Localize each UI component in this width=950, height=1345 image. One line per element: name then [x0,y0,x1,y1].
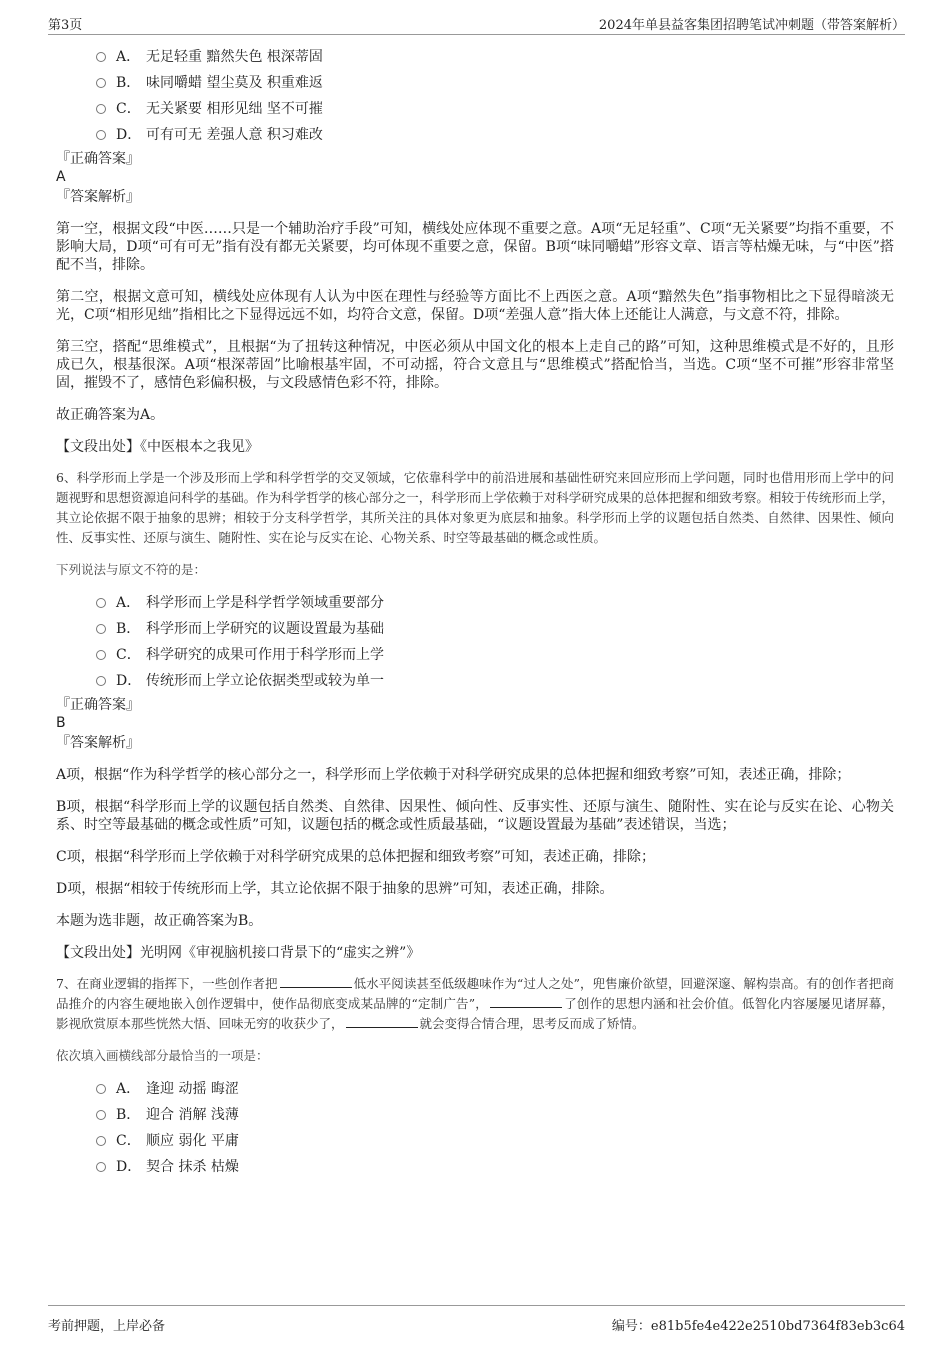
document-body [56,44,894,1180]
q5-option-d[interactable]: D． 可有可无 差强人意 积习难改 [96,122,894,148]
fill-blank-2 [490,995,562,1008]
q7-passage: 7、在商业逻辑的指挥下，一些创作者把 低水平阅读甚至低级趣味作为“过人之处”，兜售廉价欲望，回避深邃、解构崇高。有的创作者把商品推介的内容生硬地嵌入创作逻辑中，使作品彻底变成某品牌的“定制广告”， 了创作的思想内涵和社会价值。低智化内容屡屡见诸屏幕，影视欣赏原本那些恍然大悟、回味无穷的收获少了， 就会变得合情合理，思考反而成了矫情。 [56,976,894,1031]
radio-icon[interactable] [96,104,106,114]
q5-option-c[interactable]: C． 无关紧要 相形见绌 坚不可摧 [96,96,894,122]
q6-conclusion: 本题为选非题，故正确答案为B。 [56,913,263,929]
q6-passage: 6、科学形而上学是一个涉及形而上学和科学哲学的交叉领域，它依靠科学中的前沿进展和基础性研究来回应形而上学问题，同时也借用形而上学中的问题视野和思想资源追问科学的基础。作为科学哲学的核心部分之一，科学形而上学依赖于对科学研究成果的总体把握和细致考察。相较于传统形而上学，其立论依据不限于抽象的思辨；相较于分支科学哲学，其所关注的具体对象更为底层和抽象。科学形而上学的议题包括自然类、自然律、因果性、倾向性、反事实性、还原与演生、随附性、实在论与反实在论、心物关系、时空等最基础的概念或性质。 [56,470,894,545]
page-footer [48,1305,905,1336]
q6-answer: B [56,715,66,731]
q6-analysis-c: C项，根据“科学形而上学依赖于对科学研究成果的总体把握和细致考察”可知，表述正确，排除； [56,849,656,865]
q6-correct-answer-label: 『正确答案』 [56,697,140,713]
radio-icon[interactable] [96,1136,106,1146]
radio-icon[interactable] [96,1110,106,1120]
q6-option-a[interactable]: A． 科学形而上学是科学哲学领域重要部分 [96,590,894,616]
q6-prompt: 下列说法与原文不符的是： [56,562,207,577]
q7-option-a[interactable]: A． 逢迎 动摇 晦涩 [96,1076,894,1102]
q5-analysis-2: 第二空，根据文意可知，横线处应体现有人认为中医在理性与经验等方面比不上西医之意。A项“黯然失色”指事物相比之下显得暗淡无光，C项“相形见绌”指相比之下显得远远不如，均符合文意，保留。D项“差强人意”指大体上还能让人满意，与文意不符，排除。 [56,289,894,323]
q7-option-c[interactable]: C． 顺应 弱化 平庸 [96,1128,894,1154]
q5-analysis-3: 第三空，搭配“思维模式”，且根据“为了扭转这种情况，中医必须从中国文化的根本上走自己的路”可知，这种思维模式是不好的，且形成已久，根基很深。A项“根深蒂固”比喻根基牢固，不可动摇，符合文意且与“思维模式”搭配恰当，当选。C项“坚不可摧”形容非常坚固，摧毁不了，感情色彩偏积极，与文段感情色彩不符，排除。 [56,339,894,391]
document-code: 编号：e81b5fe4e422e2510bd7364f83eb3c64 [611,1319,905,1334]
fill-blank-3 [346,1015,418,1028]
q7-option-b[interactable]: B． 迎合 消解 浅薄 [96,1102,894,1128]
q5-analysis-label: 『答案解析』 [56,189,140,205]
q5-option-b[interactable]: B． 味同嚼蜡 望尘莫及 积重难返 [96,70,894,96]
q7-option-d[interactable]: D． 契合 抹杀 枯燥 [96,1154,894,1180]
q5-answer: A [56,169,66,185]
radio-icon[interactable] [96,650,106,660]
radio-icon[interactable] [96,52,106,62]
q7-prompt: 依次填入画横线部分最恰当的一项是： [56,1048,269,1063]
radio-icon[interactable] [96,1162,106,1172]
q6-options [96,590,894,694]
q6-analysis-d: D项，根据“相较于传统形而上学，其立论依据不限于抽象的思辨”可知，表述正确，排除。 [56,881,614,897]
fill-blank-1 [280,975,352,988]
q5-correct-answer-label: 『正确答案』 [56,151,140,167]
q6-analysis-a: A项，根据“作为科学哲学的核心部分之一，科学形而上学依赖于对科学研究成果的总体把握和细致考察”可知，表述正确，排除； [56,767,851,783]
q7-options [96,1076,894,1180]
q5-options [96,44,894,148]
q6-analysis-b: B项，根据“科学形而上学的议题包括自然类、自然律、因果性、倾向性、反事实性、还原与演生、随附性、实在论与反实在论、心物关系、时空等最基础的概念或性质”可知，议题包括的概念或性质最基础，“议题设置最为基础”表述错误，当选； [56,799,894,833]
q5-conclusion: 故正确答案为A。 [56,407,165,423]
radio-icon[interactable] [96,676,106,686]
radio-icon[interactable] [96,624,106,634]
q5-source: 【文段出处】《中医根本之我见》 [56,439,259,455]
page-header [48,12,905,35]
radio-icon[interactable] [96,78,106,88]
q6-analysis-label: 『答案解析』 [56,735,140,751]
q6-option-c[interactable]: C． 科学研究的成果可作用于科学形而上学 [96,642,894,668]
page-number: 第3页 [48,18,83,33]
q5-analysis-1: 第一空，根据文段“中医……只是一个辅助治疗手段”可知，横线处应体现不重要之意。A项“无足轻重”、C项“无关紧要”均指不重要，不影响大局，D项“可有可无”指有没有都无关紧要，均可体现不重要之意，保留。B项“味同嚼蜡”形容文章、语言等枯燥无味，与“中医”搭配不当，排除。 [56,221,894,273]
footer-slogan: 考前押题，上岸必备 [48,1319,166,1334]
document-title: 2024年单县益客集团招聘笔试冲刺题（带答案解析） [598,18,905,33]
q6-option-b[interactable]: B． 科学形而上学研究的议题设置最为基础 [96,616,894,642]
q5-option-a[interactable]: A． 无足轻重 黯然失色 根深蒂固 [96,44,894,70]
q6-option-d[interactable]: D． 传统形而上学立论依据类型或较为单一 [96,668,894,694]
q6-source: 【文段出处】光明网《审视脑机接口背景下的“虚实之辨”》 [56,945,421,961]
radio-icon[interactable] [96,130,106,140]
radio-icon[interactable] [96,598,106,608]
radio-icon[interactable] [96,1084,106,1094]
